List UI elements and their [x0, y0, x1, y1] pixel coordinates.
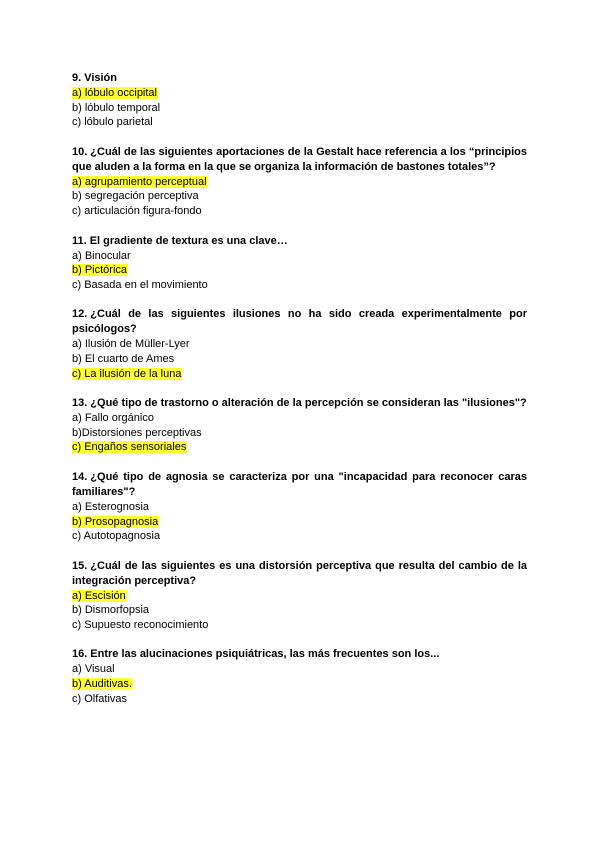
option-text: c) Engaños sensoriales — [72, 441, 187, 454]
option-text: b) Prosopagnosia — [72, 515, 159, 528]
option-c — [72, 440, 527, 455]
question-title — [72, 647, 527, 662]
option-a — [72, 86, 527, 101]
option-text: c) articulación figura-fondo — [72, 204, 202, 217]
option-text: b) El cuarto de Ames — [72, 352, 175, 365]
option-a — [72, 249, 527, 264]
question-text: ¿Cuál de las siguientes aportaciones de la Gestalt hace referencia a los “principios que aluden a la forma en la que se organiza la información de bastones totales”? — [72, 145, 527, 173]
option-text: a) Visual — [72, 663, 115, 676]
question-15 — [72, 559, 527, 633]
option-a — [72, 589, 527, 604]
option-b — [72, 515, 527, 530]
question-title — [72, 470, 527, 500]
option-a — [72, 175, 527, 190]
option-b — [72, 101, 527, 116]
question-text: ¿Cuál de las siguientes ilusiones no ha sido creada experimentalmente por psicólogos? — [72, 308, 527, 336]
option-c — [72, 367, 527, 382]
option-text: a) agrupamiento perceptual — [72, 175, 207, 188]
question-text: ¿Qué tipo de trastorno o alteración de la percepción se consideran las "ilusiones"? — [90, 397, 527, 410]
question-title — [72, 234, 527, 249]
option-text: a) Escisión — [72, 589, 126, 602]
question-number: 9. — [72, 72, 82, 84]
question-number: 10. — [72, 145, 88, 158]
option-a — [72, 662, 527, 677]
question-title — [72, 396, 527, 411]
option-text: a) Ilusión de Müller-Lyer — [72, 338, 190, 351]
option-a — [72, 411, 527, 426]
question-title — [72, 559, 527, 589]
option-b — [72, 426, 527, 441]
question-13 — [72, 396, 527, 455]
question-14 — [72, 470, 527, 544]
option-text: b) Pictórica — [72, 264, 128, 277]
question-number: 16. — [72, 648, 88, 661]
question-text: ¿Qué tipo de agnosia se caracteriza por una "incapacidad para reconocer caras familiares"? — [72, 470, 527, 498]
option-c — [72, 115, 527, 130]
option-text: c) lóbulo parietal — [72, 116, 153, 129]
question-title — [72, 71, 527, 86]
option-a — [72, 337, 527, 352]
option-text: a) Fallo orgánico — [72, 412, 154, 425]
question-text: ¿Cuál de las siguientes es una distorsión perceptiva que resulta del cambio de la integración perceptiva? — [72, 559, 527, 587]
option-a — [72, 500, 527, 515]
option-c — [72, 692, 527, 707]
option-text: b)Distorsiones perceptivas — [72, 426, 202, 439]
option-b — [72, 189, 527, 204]
question-number: 12. — [72, 308, 88, 321]
option-c — [72, 204, 527, 219]
question-12 — [72, 307, 527, 381]
option-c — [72, 529, 527, 544]
question-title — [72, 307, 527, 337]
option-b — [72, 263, 527, 278]
option-b — [72, 603, 527, 618]
question-list — [72, 71, 527, 721]
question-number: 11. — [72, 234, 87, 247]
question-text: Entre las alucinaciones psiquiátricas, las más frecuentes son los... — [90, 648, 440, 661]
option-text: a) Binocular — [72, 249, 131, 262]
option-text: b) segregación perceptiva — [72, 190, 199, 203]
option-b — [72, 677, 527, 692]
question-title — [72, 145, 527, 175]
question-9 — [72, 71, 527, 130]
option-text: b) Auditivas. — [72, 678, 132, 691]
question-number: 13. — [72, 397, 88, 410]
option-text: c) La ilusión de la luna — [72, 367, 182, 380]
option-text: a) lóbulo occipital — [72, 87, 157, 99]
option-text: b) lóbulo temporal — [72, 101, 161, 114]
question-11 — [72, 234, 527, 293]
option-c — [72, 618, 527, 633]
question-text: El gradiente de textura es una clave… — [89, 234, 288, 247]
question-number: 14. — [72, 470, 88, 483]
option-c — [72, 278, 527, 293]
option-text: c) Basada en el movimiento — [72, 278, 208, 291]
question-16 — [72, 647, 527, 706]
question-number: 15. — [72, 559, 88, 572]
option-text: c) Autotopagnosia — [72, 530, 161, 543]
question-text: Visión — [84, 72, 117, 84]
option-text: b) Dismorfopsia — [72, 604, 150, 617]
option-b — [72, 352, 527, 367]
option-text: c) Supuesto reconocimiento — [72, 618, 209, 631]
option-text: a) Esterognosia — [72, 500, 150, 513]
option-text: c) Olfativas — [72, 692, 128, 705]
question-10 — [72, 145, 527, 219]
